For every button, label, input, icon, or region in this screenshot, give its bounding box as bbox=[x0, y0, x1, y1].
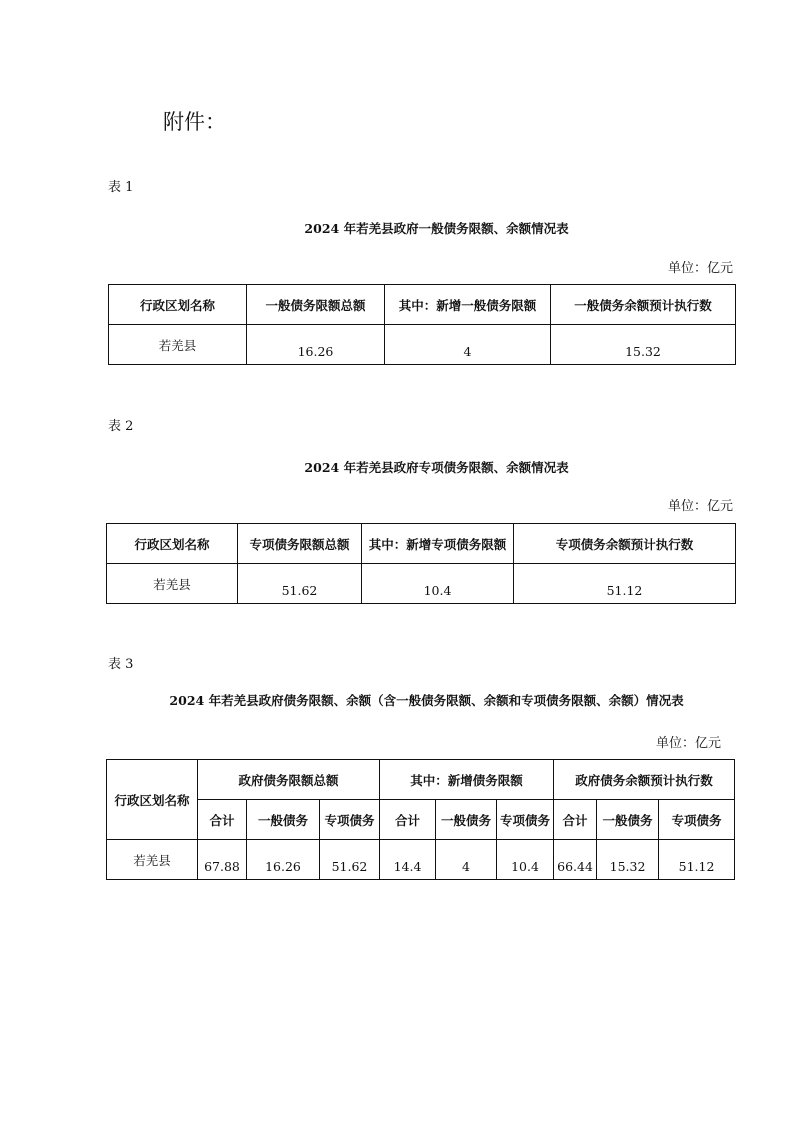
table3 bbox=[106, 759, 735, 880]
table1-title: 2024 年若羌县政府一般债务限额、余额情况表 bbox=[304, 221, 569, 236]
table3-sub-total-1: 合计 bbox=[198, 800, 247, 840]
table3-cell-limit-total: 67.88 bbox=[198, 840, 247, 880]
table2-header-row bbox=[107, 524, 736, 564]
table3-cell-new-total: 14.4 bbox=[380, 840, 436, 880]
table1-label: 表 1 bbox=[108, 180, 134, 195]
table1-header-new-limit: 其中：新增一般债务限额 bbox=[385, 285, 551, 325]
table3-cell-balance-special: 51.12 bbox=[659, 840, 735, 880]
table1-cell-balance: 15.32 bbox=[551, 325, 736, 365]
table3-sub-total-3: 合计 bbox=[554, 800, 597, 840]
table1-cell-region: 若羌县 bbox=[109, 325, 247, 365]
table2-cell-limit-total: 51.62 bbox=[238, 564, 362, 604]
table2 bbox=[106, 523, 736, 604]
table1-header-limit-total: 一般债务限额总额 bbox=[247, 285, 385, 325]
table1-header-balance: 一般债务余额预计执行数 bbox=[551, 285, 736, 325]
table-row bbox=[109, 325, 736, 365]
table2-cell-new-limit: 10.4 bbox=[362, 564, 514, 604]
table3-sub-total-2: 合计 bbox=[380, 800, 436, 840]
table3-cell-new-general: 4 bbox=[436, 840, 497, 880]
table3-sub-general-3: 一般债务 bbox=[597, 800, 659, 840]
table3-cell-balance-general: 15.32 bbox=[597, 840, 659, 880]
table3-title: 2024 年若羌县政府债务限额、余额（含一般债务限额、余额和专项债务限额、余额）情况表 bbox=[169, 693, 684, 708]
table1-cell-new-limit: 4 bbox=[385, 325, 551, 365]
table3-header-region: 行政区划名称 bbox=[107, 760, 198, 840]
table3-group-header-row bbox=[107, 760, 735, 800]
table3-cell-balance-total: 66.44 bbox=[554, 840, 597, 880]
table2-unit: 单位：亿元 bbox=[667, 499, 733, 514]
table2-header-balance: 专项债务余额预计执行数 bbox=[514, 524, 736, 564]
table3-group-balance: 政府债务余额预计执行数 bbox=[554, 760, 735, 800]
table2-header-region: 行政区划名称 bbox=[107, 524, 238, 564]
table3-unit: 单位：亿元 bbox=[655, 736, 721, 751]
table2-title: 2024 年若羌县政府专项债务限额、余额情况表 bbox=[304, 460, 569, 475]
table3-subheader-row bbox=[107, 800, 735, 840]
table3-sub-special-3: 专项债务 bbox=[659, 800, 735, 840]
page-heading: 附件： bbox=[163, 110, 226, 134]
table2-header-new-limit: 其中：新增专项债务限额 bbox=[362, 524, 514, 564]
table2-label: 表 2 bbox=[108, 419, 134, 434]
table3-cell-region: 若羌县 bbox=[107, 840, 198, 880]
table1 bbox=[108, 284, 736, 365]
table3-label: 表 3 bbox=[108, 657, 134, 672]
table-row bbox=[107, 840, 735, 880]
table3-sub-special-1: 专项债务 bbox=[320, 800, 380, 840]
table2-cell-region: 若羌县 bbox=[107, 564, 238, 604]
table3-group-limit-total: 政府债务限额总额 bbox=[198, 760, 380, 800]
table1-header-region: 行政区划名称 bbox=[109, 285, 247, 325]
table1-cell-limit-total: 16.26 bbox=[247, 325, 385, 365]
table2-cell-balance: 51.12 bbox=[514, 564, 736, 604]
table3-sub-general-1: 一般债务 bbox=[247, 800, 320, 840]
table1-unit: 单位：亿元 bbox=[667, 261, 733, 276]
table2-header-limit-total: 专项债务限额总额 bbox=[238, 524, 362, 564]
table3-cell-new-special: 10.4 bbox=[497, 840, 554, 880]
table3-sub-special-2: 专项债务 bbox=[497, 800, 554, 840]
table-row bbox=[107, 564, 736, 604]
table3-cell-limit-special: 51.62 bbox=[320, 840, 380, 880]
table3-sub-general-2: 一般债务 bbox=[436, 800, 497, 840]
table1-header-row bbox=[109, 285, 736, 325]
table3-group-new-limit: 其中：新增债务限额 bbox=[380, 760, 554, 800]
table3-cell-limit-general: 16.26 bbox=[247, 840, 320, 880]
